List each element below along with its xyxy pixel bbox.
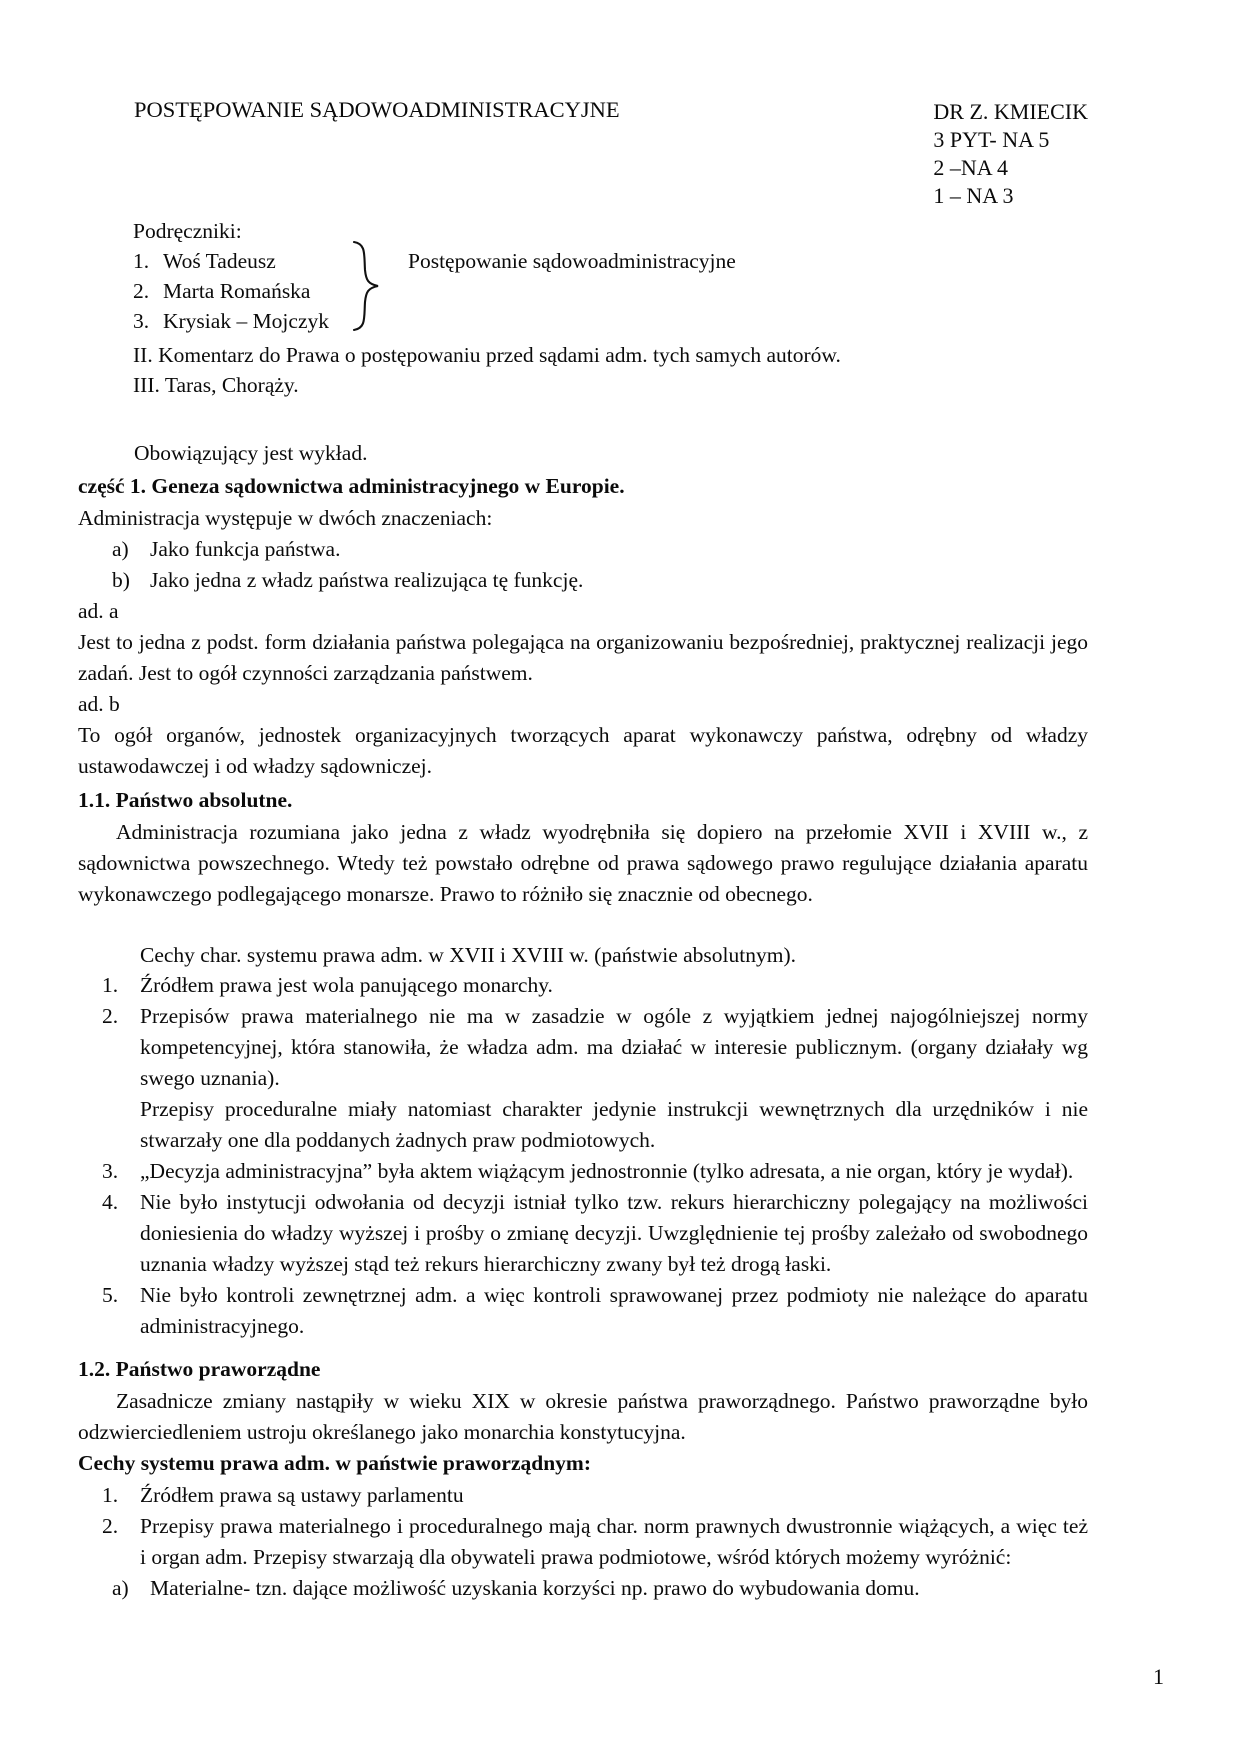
list-item-label: Materialne- tzn. dające możliwość uzyskania korzyści np. prawo do wybudowania domu. xyxy=(150,1576,920,1600)
lawful-state-features-heading: Cechy systemu prawa adm. w państwie praworządnym: xyxy=(78,1451,591,1475)
bibliography-label: Podręczniki: xyxy=(133,219,242,243)
list-item-number: 3. xyxy=(133,309,150,333)
list-item xyxy=(78,1187,1088,1280)
list-item-number: 1. xyxy=(133,249,150,273)
absolutist-features-list xyxy=(78,970,1088,1342)
list-item-label: Źródłem prawa są ustawy parlamentu xyxy=(140,1483,464,1507)
list-item xyxy=(133,246,276,276)
header-meta xyxy=(933,98,1088,210)
lawful-state-features-list xyxy=(78,1480,1088,1573)
list-item-label: Jako jedna z władz państwa realizująca tę funkcję. xyxy=(150,568,584,592)
list-item-marker: 1. xyxy=(102,1483,119,1507)
curly-brace-icon xyxy=(350,240,384,332)
ad-b-text: To ogół organów, jednostek organizacyjnych tworzących aparat wykonawczy państwa, odrębny od władzy ustawodawczej i od władzy sądowniczej. xyxy=(78,723,1088,778)
list-item-marker: 2. xyxy=(102,1514,119,1538)
bibliography-block xyxy=(78,216,1088,340)
spacer xyxy=(78,910,1088,940)
ad-b-label: ad. b xyxy=(78,692,120,716)
lecture-note: Obowiązujący jest wykład. xyxy=(134,441,368,465)
grading-line-1: 1 – NA 3 xyxy=(933,183,1014,208)
page-content xyxy=(78,96,1088,1604)
list-item-number: 2. xyxy=(133,279,150,303)
list-item-label: Przepisów prawa materialnego nie ma w zasadzie w ogóle z wyjątkiem jednej najogólniejszej normy kompetencyjnej, która stanowiła, że władza adm. ma działać w interesie publicznym. (organy działały wg swego uznania). xyxy=(140,1004,1088,1090)
lecturer-name: DR Z. KMIECIK xyxy=(933,99,1088,124)
bibliography-brace-title: Postępowanie sądowoadministracyjne xyxy=(408,249,736,273)
list-item-marker: 3. xyxy=(102,1159,119,1183)
section-1-1-heading: 1.1. Państwo absolutne. xyxy=(78,788,293,812)
list-item-marker: 2. xyxy=(102,1004,119,1028)
section-1-1-paragraph: Administracja rozumiana jako jedna z władz wyodrębniła się dopiero na przełomie XVII i XVIII w., z sądownictwa powszechnego. Wtedy też powstało odrębne od prawa sądowego prawo regulujące działania aparatu wykonawczego podlegającego monarsze. Prawo to różniło się znacznie od obecnego. xyxy=(78,820,1088,906)
section-1-heading: część 1. Geneza sądownictwa administracyjnego w Europie. xyxy=(78,474,625,498)
bibliography-roman-iii: III. Taras, Chorąży. xyxy=(133,373,299,397)
list-item-label: Marta Romańska xyxy=(163,279,311,303)
list-item-marker: a) xyxy=(112,537,129,561)
list-item xyxy=(78,1156,1088,1187)
list-item xyxy=(78,1480,1088,1511)
list-item-marker: b) xyxy=(112,568,130,592)
page-number: 1 xyxy=(1153,1664,1164,1689)
list-item xyxy=(78,970,1088,1001)
page-title: POSTĘPOWANIE SĄDOWOADMINISTRACYJNE xyxy=(134,97,620,122)
list-item-label: Krysiak – Mojczyk xyxy=(163,309,329,333)
grading-line-2: 2 –NA 4 xyxy=(933,155,1008,180)
list-item xyxy=(133,276,310,306)
list-item xyxy=(78,1573,1088,1604)
list-item xyxy=(78,534,1088,565)
list-item-label: Jako funkcja państwa. xyxy=(150,537,341,561)
list-item xyxy=(78,1511,1088,1573)
section-1-intro: Administracja występuje w dwóch znaczeniach: xyxy=(78,506,493,530)
list-item-marker: 5. xyxy=(102,1283,119,1307)
list-item xyxy=(133,306,329,336)
list-item xyxy=(78,565,1088,596)
section-1-2-heading: 1.2. Państwo praworządne xyxy=(78,1357,321,1381)
list-item-marker: 1. xyxy=(102,973,119,997)
ad-a-label: ad. a xyxy=(78,599,119,623)
list-item-marker: a) xyxy=(112,1576,129,1600)
list-item-marker: 4. xyxy=(102,1190,119,1214)
lawful-state-subitems-list xyxy=(78,1573,1088,1604)
grading-line-3: 3 PYT- NA 5 xyxy=(933,127,1050,152)
list-item-label: Nie było kontroli zewnętrznej adm. a więc kontroli sprawowanej przez podmioty nie należące do aparatu administracyjnego. xyxy=(140,1283,1088,1338)
list-item xyxy=(78,1280,1088,1342)
spacer xyxy=(78,400,1088,438)
section-1-2-paragraph: Zasadnicze zmiany nastąpiły w wieku XIX w okresie państwa praworządnego. Państwo praworządne było odzwierciedleniem ustroju określanego jako monarchia konstytucyjna. xyxy=(78,1389,1088,1444)
list-item-label: Przepisy prawa materialnego i proceduralnego mają char. norm prawnych dwustronnie wiążących, a więc też i organ adm. Przepisy stwarzają dla obywateli prawa podmiotowe, wśród których możemy wyróżnić: xyxy=(140,1514,1088,1569)
list-item-label: Nie było instytucji odwołania od decyzji istniał tylko tzw. rekurs hierarchiczny polegający na możliwości doniesienia do władzy wyższej i prośby o zmianę decyzji. Uwzględnienie tej prośby zależało od swobodnego uznania władzy wyższej stąd też rekurs hierarchiczny zwany był też drogą łaski. xyxy=(140,1190,1088,1276)
list-item-label: „Decyzja administracyjna” była aktem wiążącym jednostronnie (tylko adresata, a nie organ, który je wydał). xyxy=(140,1159,1074,1183)
administration-meanings-list xyxy=(78,534,1088,596)
list-item-extra-paragraph: Przepisy proceduralne miały natomiast charakter jedynie instrukcji wewnętrznych dla urzędników i nie stwarzały one dla poddanych żadnych praw podmiotowych. xyxy=(140,1097,1088,1152)
ad-a-text: Jest to jedna z podst. form działania państwa polegająca na organizowaniu bezpośredniej, praktycznej realizacji jego zadań. Jest to ogół czynności zarządzania państwem. xyxy=(78,630,1088,685)
absolutist-features-intro: Cechy char. systemu prawa adm. w XVII i XVIII w. (państwie absolutnym). xyxy=(140,943,796,967)
document-header xyxy=(78,96,1088,214)
list-item-label: Woś Tadeusz xyxy=(163,249,276,273)
bibliography-roman-ii: II. Komentarz do Prawa o postępowaniu przed sądami adm. tych samych autorów. xyxy=(133,343,841,367)
list-item xyxy=(78,1001,1088,1156)
list-item-label: Źródłem prawa jest wola panującego monarchy. xyxy=(140,973,553,997)
